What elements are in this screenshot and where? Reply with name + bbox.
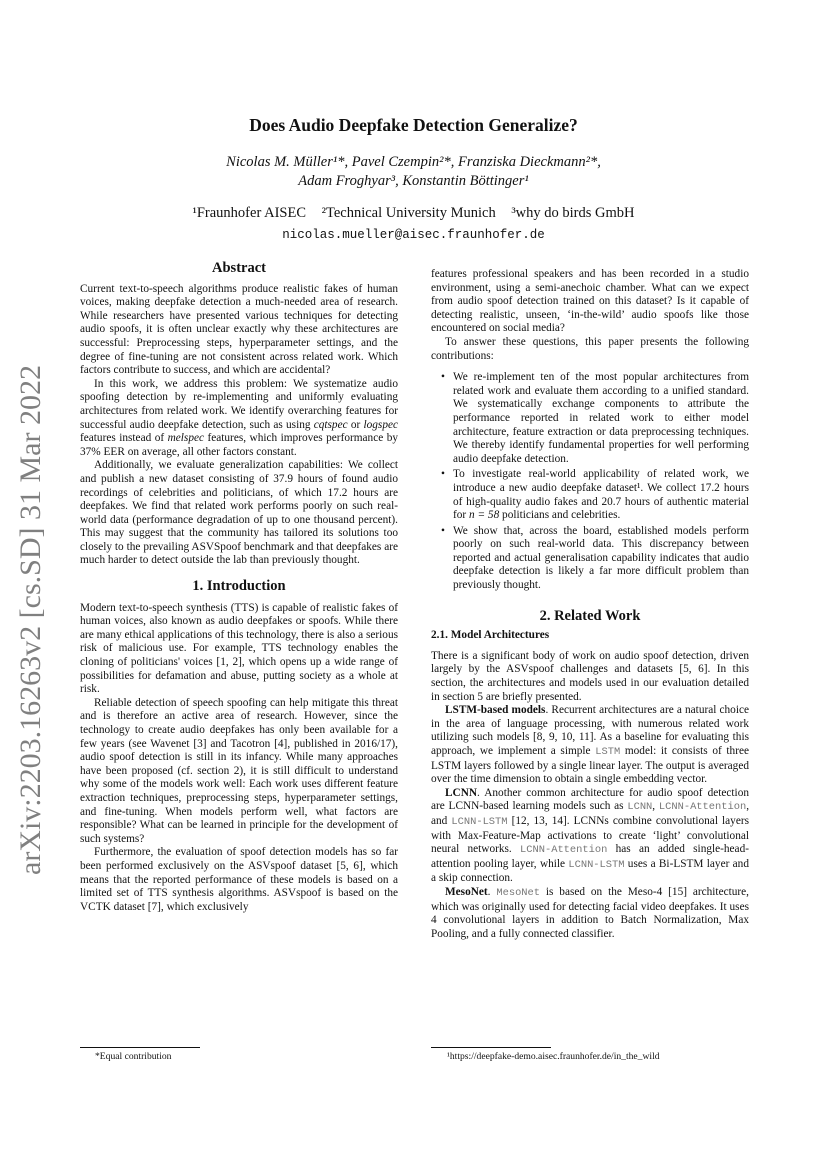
abstract-paragraph-3: Additionally, we evaluate generalization capabilities: We collect and publish a new dataset consisting of 37.9 hours of found audio recordings of celebrities and politicians, of which 17.2 hours are deepfakes. We find that related work performs poorly on such real-world data (performance degradation of up to one thousand percent). This may suggest that the community has tailored its solutions too closely to the prevailing ASVSpoof benchmark and that deepfakes are much harder to detect outside the lab than previously thought. bbox=[80, 459, 398, 567]
abstract-paragraph-2: In this work, we address this problem: We systematize audio spoofing detection by re-implementing and uniformly evaluating architectures from related work. We identify overarching features for successful audio deepfake detection, such as using cqtspec or logspec features instead of melspec features, which improves performance by 37% EER on average, all other factors constant. bbox=[80, 377, 398, 458]
arxiv-stamp bbox=[4, 360, 56, 880]
abstract-heading: Abstract bbox=[212, 260, 266, 276]
list-item: • We re-implement ten of the most popular architectures from related work and evaluate them according to a unified standard. We systematically exchange components to attribute the performance reported in related work to either model architecture, feature extraction or data preprocessing techniques. We thereby identify fundamental properties for well performing audio deepfake detection. bbox=[453, 371, 749, 466]
lcnn-paragraph: LCNN. Another common architecture for audio spoof detection are LCNN-based learning models such as LCNN, LCNN-Attention, and LCNN-LSTM [12, 13, 14]. LCNNs combine convolutional layers with Max-Feature-Map activations to create ‘light’ convolutional neural networks. LCNN-Attention has an added single-head-attention pooling layer, while LCNN-LSTM uses a Bi-LSTM layer and a skip connection. bbox=[431, 786, 750, 885]
abstract-paragraph-1: Current text-to-speech algorithms produce realistic fakes of human voices, making deepfake detection a much-needed area of research. While researchers have presented various techniques for detecting audio spoofs, it is often unclear exactly why these architectures are successful: Preprocessing steps, hyperparameter settings, and the degree of fine-tuning are not consistent across related work. Which factors contribute to success, and which are accidental? bbox=[80, 282, 398, 377]
author-list bbox=[0, 153, 827, 191]
affiliation-3: ³why do birds GmbH bbox=[511, 205, 635, 221]
list-item: • To investigate real-world applicability of related work, we introduce a new audio deepfake dataset¹. We collect 17.2 hours of high-quality audio fakes and 20.7 hours of authentic material for n = 58 politicians and celebrities. bbox=[453, 468, 749, 522]
related-paragraph-1: There is a significant body of work on audio spoof detection, driven largely by the ASVspoof challenges and datasets [5, 6]. In this section, the architectures and models used in our evaluation detailed in section 5 are briefly presented. bbox=[431, 649, 749, 703]
intro-paragraph-2: Reliable detection of speech spoofing can help mitigate this threat and is therefore an active area of research. However, since the technology to create audio deepfakes has only been available for a few years (see Wavenet [3] and Tacotron [4], published in 2016/17), audio spoof detection is still in its infancy. While many approaches have been proposed (cf. section 2), it is still difficult to understand why some of the models work well: Each work uses different feature extraction techniques, preprocessing steps, hyperparameter settings, and fine-tuning. When models perform well, what factors are responsible? What can be learned in principle for the development of such systems? bbox=[80, 696, 398, 845]
footnote-divider-right bbox=[431, 1047, 551, 1048]
arxiv-stamp-text: arXiv:2203.16263v2 [cs.SD] 31 Mar 2022 bbox=[14, 365, 47, 875]
right-column bbox=[431, 268, 749, 941]
footnote-equal-contribution: *Equal contribution bbox=[95, 1051, 172, 1062]
affiliation-1: ¹Fraunhofer AISEC bbox=[192, 205, 306, 221]
introduction-heading: 1. Introduction bbox=[192, 578, 286, 595]
authors-line-1: Nicolas M. Müller¹*, Pavel Czempin²*, Franziska Dieckmann²*, bbox=[226, 154, 601, 170]
lstm-paragraph: LSTM-based models. Recurrent architectures are a natural choice in the area of language processing, with numerous related work utilizing such models [8, 9, 10, 11]. As a baseline for evaluating this approach, we implement a simple LSTM model: it consists of three LSTM layers followed by a single linear layer. The output is averaged over the time dimension to obtain a single embedding vector. bbox=[431, 704, 749, 786]
intro-paragraph-3: Furthermore, the evaluation of spoof detection models has so far been performed exclusively on the ASVspoof dataset [5, 6], which means that the reported performance of these models is based on a limited set of TTS synthesis algorithms. ASVspoof is based on the VCTK dataset [7], which exclusively bbox=[80, 846, 398, 913]
affiliations bbox=[0, 205, 827, 222]
contributions-list bbox=[431, 371, 749, 593]
footnote-dataset-url: ¹https://deepfake-demo.aisec.fraunhofer.de/in_the_wild bbox=[447, 1051, 660, 1062]
mesonet-paragraph: MesoNet. MesoNet is based on the Meso-4 [15] architecture, which was originally used for detecting facial video deepfakes. It uses 4 convolutional layers in addition to Batch Normalization, Max Pooling, and a fully connected classifier. bbox=[431, 885, 749, 940]
affiliation-2: ²Technical University Munich bbox=[321, 205, 496, 221]
related-work-heading: 2. Related Work bbox=[539, 607, 641, 624]
left-column bbox=[80, 262, 398, 914]
contributions-intro: To answer these questions, this paper presents the following contributions: bbox=[431, 335, 749, 362]
authors-line-2: Adam Froghyar³, Konstantin Böttinger¹ bbox=[298, 173, 529, 189]
contact-email: nicolas.mueller@aisec.fraunhofer.de bbox=[282, 228, 545, 242]
paper-title: Does Audio Deepfake Detection Generalize? bbox=[249, 115, 578, 135]
footnote-divider-left bbox=[80, 1047, 200, 1048]
intro-continuation: features professional speakers and has been recorded in a studio environment, using a semi-anechoic chamber. What can we expect from audio spoof detection trained on this dataset? Is it capable of detecting realistic, unseen, ‘in-the-wild’ audio spoofs like those encountered on social media? bbox=[431, 268, 749, 335]
list-item: • We show that, across the board, established models perform poorly on such real-world data. This discrepancy between reported and actual generalisation capability indicates that audio deepfake detection is likely a far more difficult problem than previously thought. bbox=[453, 525, 749, 593]
intro-paragraph-1: Modern text-to-speech synthesis (TTS) is capable of realistic fakes of human voices, also known as audio deepfakes or spoofs. While there are many ethical applications of this technology, there is also a serious risk of malicious use. For example, TTS technology enables the cloning of politicians' voices [1, 2], which opens up a wide range of possibilities for defamation and abuse, putting society as a whole at risk. bbox=[80, 601, 398, 696]
model-architectures-subheading: 2.1. Model Architectures bbox=[431, 629, 550, 642]
